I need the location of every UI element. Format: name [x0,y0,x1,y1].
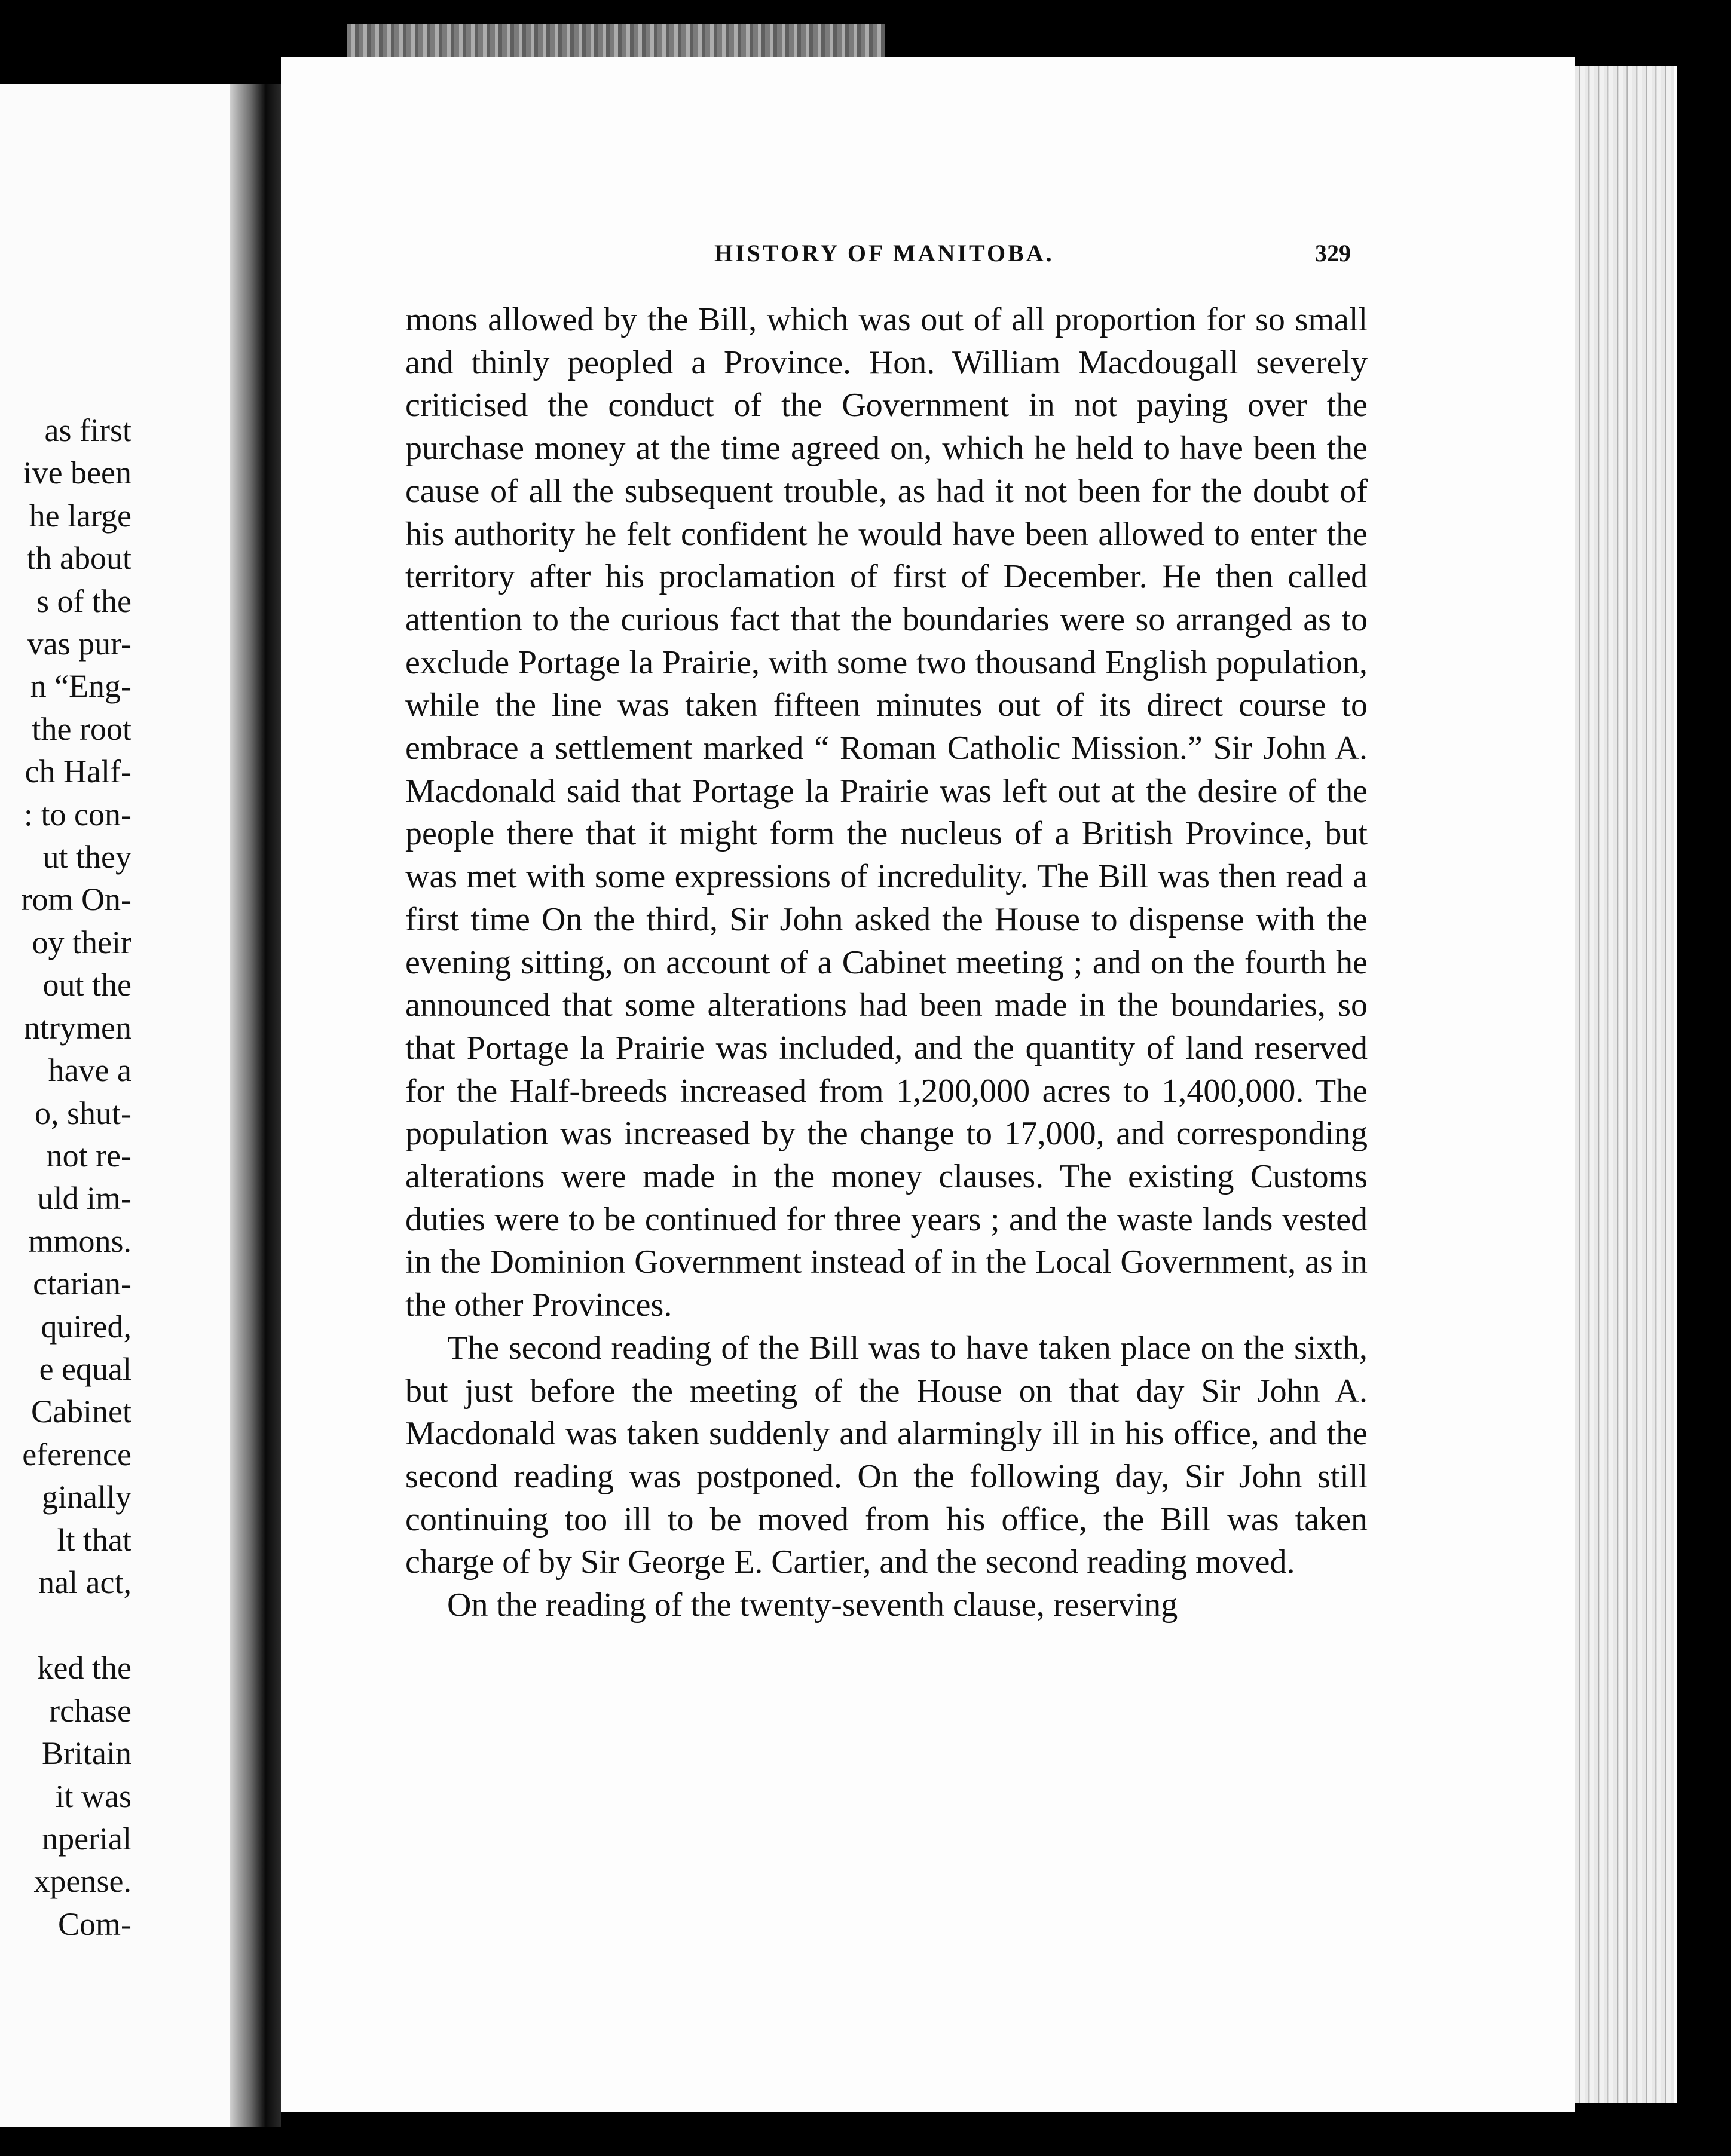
left-page-line: nal act, [38,1564,131,1600]
left-page-line: quired, [41,1308,131,1345]
paragraph: On the reading of the twenty-seventh clause, reserving [447,1587,1178,1624]
left-page-line: e equal [39,1350,131,1387]
left-page-line: lt that [57,1521,131,1558]
left-page-line: : to con- [24,796,131,832]
left-page-line: ctarian- [33,1266,131,1302]
left-page-line: ive been [23,455,131,491]
left-page-line: rchase [49,1692,131,1729]
left-page-line: nperial [42,1821,131,1857]
left-page-line: rom On- [21,881,131,918]
left-page-line: ch Half- [25,754,131,790]
left-page-line: Britain [42,1735,131,1772]
left-page-line: out the [42,967,131,1003]
body-text [405,299,1368,1627]
left-page-line: uld im- [37,1180,131,1217]
left-page-line: eference [22,1436,131,1472]
left-page-line: mmons. [28,1223,131,1259]
left-page-line: ut they [42,839,131,875]
left-page-line [0,1604,131,1647]
left-page-line: he large [29,497,131,534]
left-page-line: th about [26,540,131,577]
left-page-line: Com- [57,1906,131,1942]
left-page-line: n “Eng- [30,668,131,705]
left-page-line: vas pur- [27,626,131,662]
paragraph: mons allowed by the Bill, which was out of all proportion for so small and thinly peopled a Province. Hon. William Macdougall severely criticised the conduct of the Government in not paying over the purchase money at the time agreed on, which he held to have been the cause of all the subsequent trouble, as had it not been for the doubt of his authority he felt confident he would have been allowed to enter the territory after his proclamation of first of December. He then called attention to the curious fact that the boundaries were so arranged as to exclude Portage la Prairie, with some two thousand English population, while the line was taken fifteen minutes out of its direct course to embrace a settlement marked “ Roman Catholic Mission.” Sir John A. Macdonald said that Portage la Prairie was left out at the desire of the people there that it might form the nucleus of a British Province, but was met with some expressions of incredulity. The Bill was then read a first time On the third, Sir John asked the House to dispense with the evening sitting, on account of a Cabinet meeting ; and on the fourth he announced that some alterations had been made in the boundaries, so that Portage la Prairie was included, and the quantity of land reserved for the Half-breeds increased from 1,200,000 acres to 1,400,000. The population was increased by the change to 17,000, and corresponding alterations were made in the money clauses. The existing Customs duties were to be continued for three years ; and the waste lands vested in the Dominion Government instead of in the Local Government, as in the other Provinces. [405,301,1368,1324]
left-page-text-column [0,409,131,1946]
left-page-line: ked the [37,1650,131,1686]
left-page-line: have a [48,1052,131,1089]
page-edges [1575,66,1677,2103]
left-page-line: Cabinet [31,1394,131,1430]
left-page-line: the root [32,710,131,747]
left-page-line: not re- [46,1137,131,1174]
left-page-line: ntrymen [24,1009,131,1046]
left-page-line: o, shut- [35,1095,131,1131]
left-page-line: oy their [32,924,131,960]
left-page-line: as first [44,412,131,448]
page-number: 329 [1315,240,1351,267]
left-page-line: ginally [42,1479,131,1515]
left-page [0,84,230,2127]
left-page-line: it was [55,1778,131,1814]
left-page-line: s of the [36,583,131,619]
book-gutter [230,84,281,2127]
paragraph: The second reading of the Bill was to have taken place on the sixth, but just before the meeting of the House on that day Sir John A. Macdonald was taken suddenly and alarmingly ill in his office, and the second reading was postponed. On the following day, Sir John still continuing too ill to be moved from his office, the Bill was taken charge of by Sir George E. Cartier, and the second reading moved. [405,1329,1368,1581]
left-page-line: xpense. [33,1863,131,1900]
running-head: HISTORY OF MANITOBA. [714,240,1054,267]
